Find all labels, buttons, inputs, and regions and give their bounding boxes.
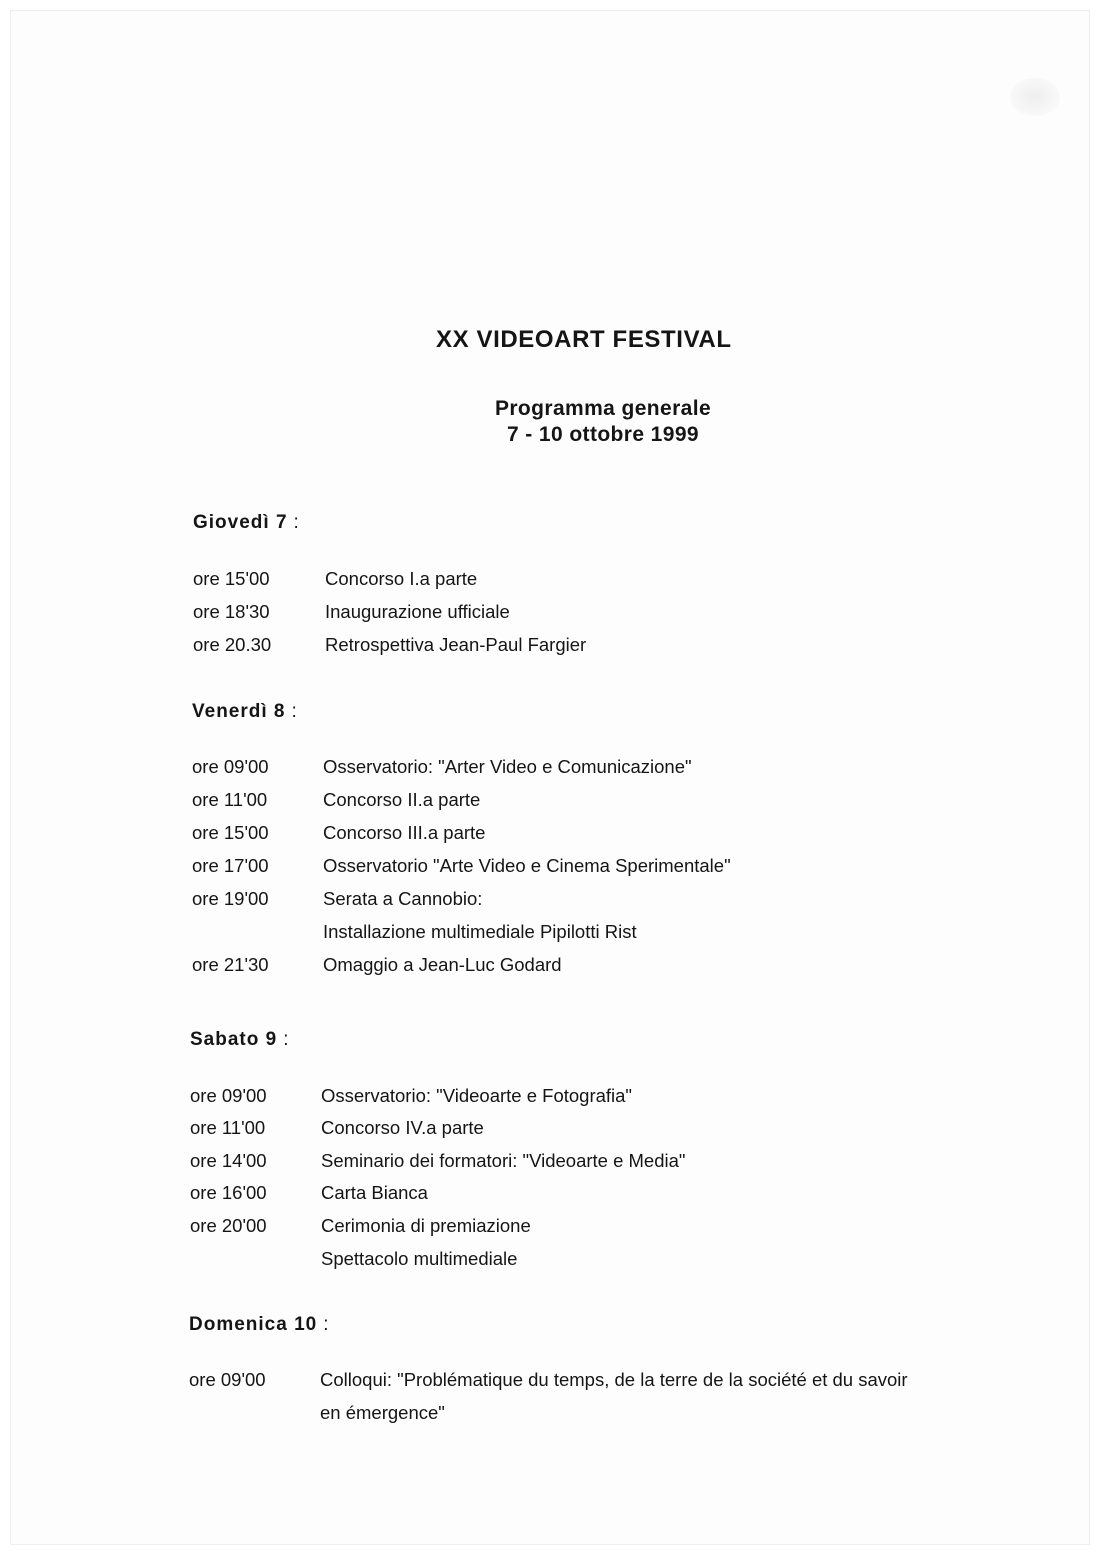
event-time: ore 16'00 [190,1182,267,1203]
event-time: ore 14'00 [190,1150,267,1171]
event-title: Concorso I.a parte [325,568,478,589]
event-title: Concorso IV.a parte [321,1117,484,1138]
event-time: ore 21'30 [192,954,269,975]
festival-title: XX VIDEOART FESTIVAL [436,326,732,353]
event-time: ore 09'00 [192,756,269,777]
day-colon: : [293,512,300,533]
day-colon: : [291,701,298,722]
day-label: Venerdì 8 [192,701,286,722]
event-time: ore 11'00 [192,789,268,810]
subtitle-line-program: Programma generale [494,397,712,420]
event-title: Cerimonia di premiazione [321,1215,531,1236]
event-title: Serata a Cannobio: [323,888,483,909]
event-time: ore 17'00 [192,855,269,876]
day-heading-thursday [193,512,300,534]
event-title: Concorso II.a parte [323,789,481,810]
day-colon: : [323,1314,330,1335]
event-title: Omaggio a Jean-Luc Godard [323,954,562,975]
event-time: ore 15'00 [192,822,269,843]
day-heading-friday [192,701,298,723]
event-time: ore 20'00 [190,1215,267,1236]
event-time: ore 09'00 [189,1369,266,1390]
event-title: Seminario dei formatori: "Videoarte e Media" [321,1150,686,1171]
event-title: Osservatorio "Arte Video e Cinema Sperimentale" [323,855,731,876]
subtitle-line-dates: 7 - 10 ottobre 1999 [506,423,699,446]
event-time: ore 19'00 [192,888,269,909]
event-title: Concorso III.a parte [323,822,486,843]
day-heading-sunday [189,1314,330,1336]
event-time: ore 15'00 [193,568,270,589]
event-title: Osservatorio: "Videoarte e Fotografia" [321,1085,633,1106]
event-time: ore 11'00 [190,1117,266,1138]
event-title-continuation: en émergence" [320,1402,445,1423]
event-title-continuation: Installazione multimediale Pipilotti Rist [323,921,637,942]
day-label: Sabato 9 [190,1029,278,1050]
day-heading-saturday [190,1029,289,1051]
event-title: Carta Bianca [321,1182,428,1203]
event-title-continuation: Spettacolo multimediale [321,1248,518,1269]
event-time: ore 09'00 [190,1085,267,1106]
day-label: Domenica 10 [189,1314,318,1335]
event-time: ore 20.30 [193,634,272,655]
paper-smudge [1010,78,1060,116]
event-title: Retrospettiva Jean-Paul Fargier [325,634,587,655]
event-title: Colloqui: "Problématique du temps, de la terre de la société et du savoir [320,1369,908,1390]
event-title: Inaugurazione ufficiale [325,601,510,622]
event-time: ore 18'30 [193,601,270,622]
day-colon: : [283,1029,290,1050]
day-label: Giovedì 7 [193,512,288,533]
event-title: Osservatorio: "Arter Video e Comunicazione" [323,756,692,777]
program-subtitle [440,396,766,448]
